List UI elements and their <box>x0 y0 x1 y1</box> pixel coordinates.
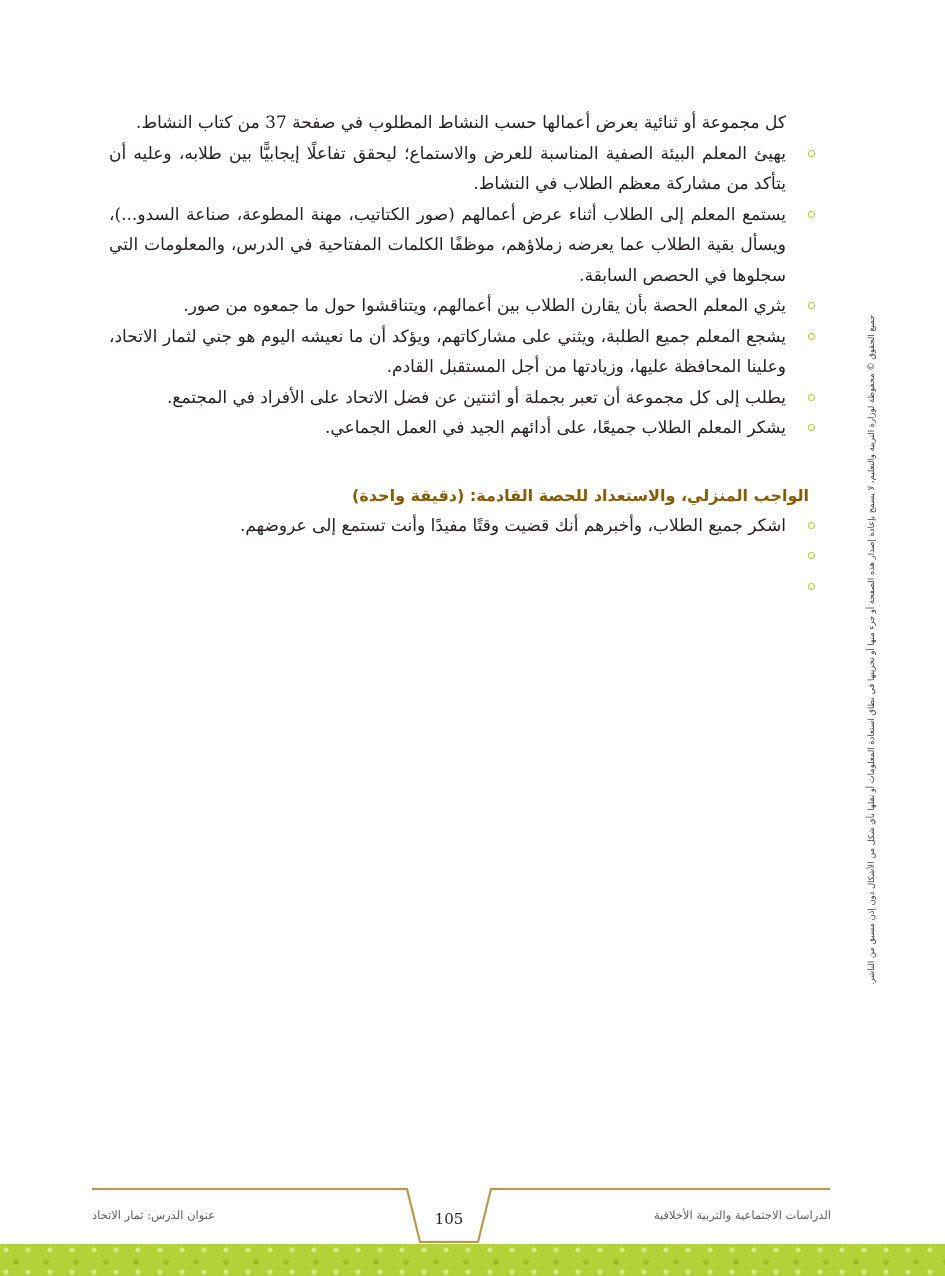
bullet-circle-icon <box>808 394 815 401</box>
section-title: الواجب المنزلي، والاستعداد للحصة القادمة: <box>469 485 809 505</box>
section-duration: (دقيقة واحدة) <box>352 485 465 505</box>
bullet-circle-icon <box>808 211 815 218</box>
homework-item-empty <box>109 541 809 572</box>
homework-item <box>109 511 809 542</box>
bullet-circle-icon <box>808 583 815 590</box>
footer-book-title: الدراسات الاجتماعية والتربية الأخلاقية <box>653 1208 831 1222</box>
bullet-item <box>109 200 809 292</box>
bullet-text: يطلب إلى كل مجموعة أن تعبر بجملة أو اثنتين عن فضل الاتحاد على الأفراد في المجتمع. <box>167 387 786 408</box>
bullet-text: يهيئ المعلم البيئة الصفية المناسبة للعرض والاستماع؛ ليحقق تفاعلًا إيجابيًّا بين طلابه، وعليه أن يتأكد من مشاركة معظم الطلاب في النشاط. <box>109 143 786 194</box>
bullet-item <box>109 139 809 200</box>
bullet-item <box>109 322 809 383</box>
copyright-side-note <box>864 285 878 985</box>
bullet-circle-icon <box>808 302 815 309</box>
decorative-pattern-strip <box>0 1244 945 1276</box>
homework-item-empty <box>109 572 809 603</box>
copyright-text: جميع الحقوق © محفوظة لوزارة التربية والتعليم، لا يسمح بإعادة إصدار هذه الصفحة أو جزء منها أو تخزينها في نطاق استعادة المعلومات أو نقلها بأي شكل من الأشكال دون إذن مسبق من الناشر. <box>866 314 876 985</box>
lesson-content <box>109 108 809 602</box>
bullet-circle-icon <box>808 522 815 529</box>
bullet-text: يشكر المعلم الطلاب جميعًا، على أدائهم الجيد في العمل الجماعي. <box>325 418 786 438</box>
bullet-text: يشجع المعلم جميع الطلبة، ويثني على مشاركاتهم، ويؤكد أن ما نعيشه اليوم هو جني لثمار الاتحاد، وعلينا المحافظة عليها، وزيادتها من أجل المستقبل القادم. <box>109 326 786 377</box>
bullet-circle-icon <box>808 424 815 431</box>
bullet-item <box>109 383 809 414</box>
bullet-circle-icon <box>808 150 815 157</box>
bullet-item <box>109 413 809 444</box>
homework-text: اشكر جميع الطلاب، وأخبرهم أنك قضيت وقتًا مفيدًا وأنت تستمع إلى عروضهم. <box>239 515 786 536</box>
bullet-item <box>109 291 809 322</box>
activity-intro-text: كل مجموعة أو ثنائية بعرض أعمالها حسب النشاط المطلوب في صفحة 37 من كتاب النشاط. <box>135 113 786 133</box>
page-number: 105 <box>434 1210 464 1228</box>
bullet-text: يستمع المعلم إلى الطلاب أثناء عرض أعمالهم (صور الكتاتيب، مهنة المطوعة، صناعة السدو...)، ويسأل بقية الطلاب عما يعرضه زملاؤهم، موظفًا الكلمات المفتاحية في الدرس، والمعلومات التي سجلوها في الحصص السابقة. <box>109 204 786 286</box>
bullet-circle-icon <box>808 333 815 340</box>
bullet-circle-icon <box>808 552 815 559</box>
bullet-text: يثري المعلم الحصة بأن يقارن الطلاب بين أعمالهم، ويتناقشوا حول ما جمعوه من صور. <box>183 296 786 316</box>
footer-lesson-title: عنوان الدرس: ثمار الاتحاد <box>92 1208 215 1222</box>
section-heading <box>109 481 809 511</box>
